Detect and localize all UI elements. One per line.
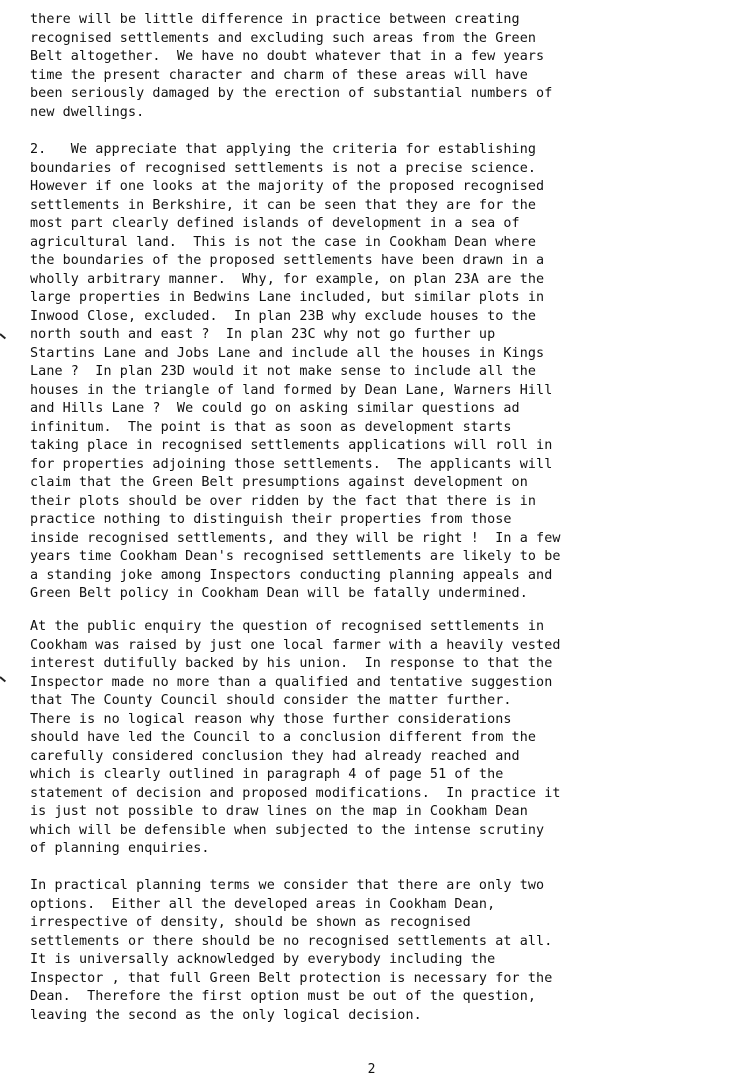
text-line: there will be little difference in practice between creating	[30, 12, 520, 27]
text-line: north south and east ? In plan 23C why not go further up	[30, 327, 496, 342]
paragraph-2	[30, 141, 561, 604]
text-line: a standing joke among Inspectors conducting planning appeals and	[30, 567, 553, 583]
text-line: wholly arbitrary manner. Why, for example, on plan 23A are the	[30, 271, 545, 287]
text-line: which will be defensible when subjected to the intense scrutiny	[30, 822, 545, 838]
margin-tick-mark	[0, 333, 6, 339]
text-line: taking place in recognised settlements applications will roll in	[30, 438, 553, 453]
text-line: which is clearly outlined in paragraph 4 of page 51 of the	[30, 767, 504, 782]
text-line: claim that the Green Belt presumptions against development on	[30, 475, 528, 490]
text-line: houses in the triangle of land formed by Dean Lane, Warners Hill	[30, 382, 553, 398]
page-number: 2	[367, 1062, 376, 1077]
text-line: statement of decision and proposed modifications. In practice it	[30, 785, 561, 801]
text-line: Inspector , that full Green Belt protection is necessary for the	[30, 970, 553, 986]
text-line: inside recognised settlements, and they will be right ! In a few	[30, 530, 561, 546]
text-line: Inwood Close, excluded. In plan 23B why exclude houses to the	[30, 308, 537, 324]
text-line: large properties in Bedwins Lane included, but similar plots in	[30, 290, 545, 305]
paragraph-1	[30, 11, 552, 122]
text-line: is just not possible to draw lines on the map in Cookham Dean	[30, 804, 528, 819]
text-line: new dwellings.	[30, 104, 145, 120]
text-line: the boundaries of the proposed settlements have been drawn in a	[30, 253, 545, 268]
text-line: There is no logical reason why those further considerations	[30, 711, 512, 727]
text-line: infinitum. The point is that as soon as development starts	[30, 419, 512, 435]
text-line: that The County Council should consider the matter further.	[30, 693, 512, 708]
margin-tick-mark	[0, 676, 6, 682]
text-line: their plots should be over ridden by the fact that there is in	[30, 493, 537, 509]
paragraph-4	[30, 877, 552, 1025]
text-line: Belt altogether. We have no doubt whatever that in a few years	[30, 49, 545, 64]
text-line: interest dutifully backed by his union. In response to that the	[30, 656, 553, 671]
text-line: It is universally acknowledged by everybody including the	[30, 952, 496, 967]
text-line: and Hills Lane ? We could go on asking similar questions ad	[30, 401, 520, 416]
text-line: most part clearly defined islands of development in a sea of	[30, 216, 520, 231]
text-line: years time Cookham Dean's recognised settlements are likely to be	[30, 549, 561, 564]
text-line: In practical planning terms we consider that there are only two	[30, 878, 545, 893]
text-line: recognised settlements and excluding such areas from the Green	[30, 30, 537, 46]
text-line: boundaries of recognised settlements is not a precise science.	[30, 160, 537, 176]
text-line: irrespective of density, should be shown as recognised	[30, 915, 471, 930]
text-line: for properties adjoining those settlements. The applicants will	[30, 456, 553, 472]
text-line: At the public enquiry the question of recognised settlements in	[30, 619, 545, 634]
text-line: leaving the second as the only logical decision.	[30, 1007, 422, 1023]
text-line: settlements in Berkshire, it can be seen that they are for the	[30, 197, 537, 213]
text-line: Dean. Therefore the first option must be out of the question,	[30, 989, 537, 1004]
text-line: Inspector made no more than a qualified and tentative suggestion	[30, 674, 553, 690]
text-line: been seriously damaged by the erection of substantial numbers of	[30, 86, 553, 101]
text-line: practice nothing to distinguish their properties from those	[30, 512, 512, 527]
text-line: carefully considered conclusion they had already reached and	[30, 748, 520, 764]
text-line: settlements or there should be no recognised settlements at all.	[30, 933, 553, 949]
text-line: 2. We appreciate that applying the criteria for establishing	[30, 142, 537, 157]
text-line: However if one looks at the majority of the proposed recognised	[30, 179, 545, 194]
text-line: Green Belt policy in Cookham Dean will be fatally undermined.	[30, 586, 528, 601]
text-line: Cookham was raised by just one local farmer with a heavily vested	[30, 637, 561, 653]
text-line: Lane ? In plan 23D would it not make sense to include all the	[30, 364, 537, 379]
text-line: of planning enquiries.	[30, 841, 210, 856]
text-line: options. Either all the developed areas in Cookham Dean,	[30, 896, 496, 912]
paragraph-3	[30, 618, 561, 859]
text-line: time the present character and charm of these areas will have	[30, 67, 528, 83]
text-line: should have led the Council to a conclusion different from the	[30, 730, 537, 745]
text-line: agricultural land. This is not the case in Cookham Dean where	[30, 234, 537, 250]
text-line: Startins Lane and Jobs Lane and include all the houses in Kings	[30, 345, 545, 361]
